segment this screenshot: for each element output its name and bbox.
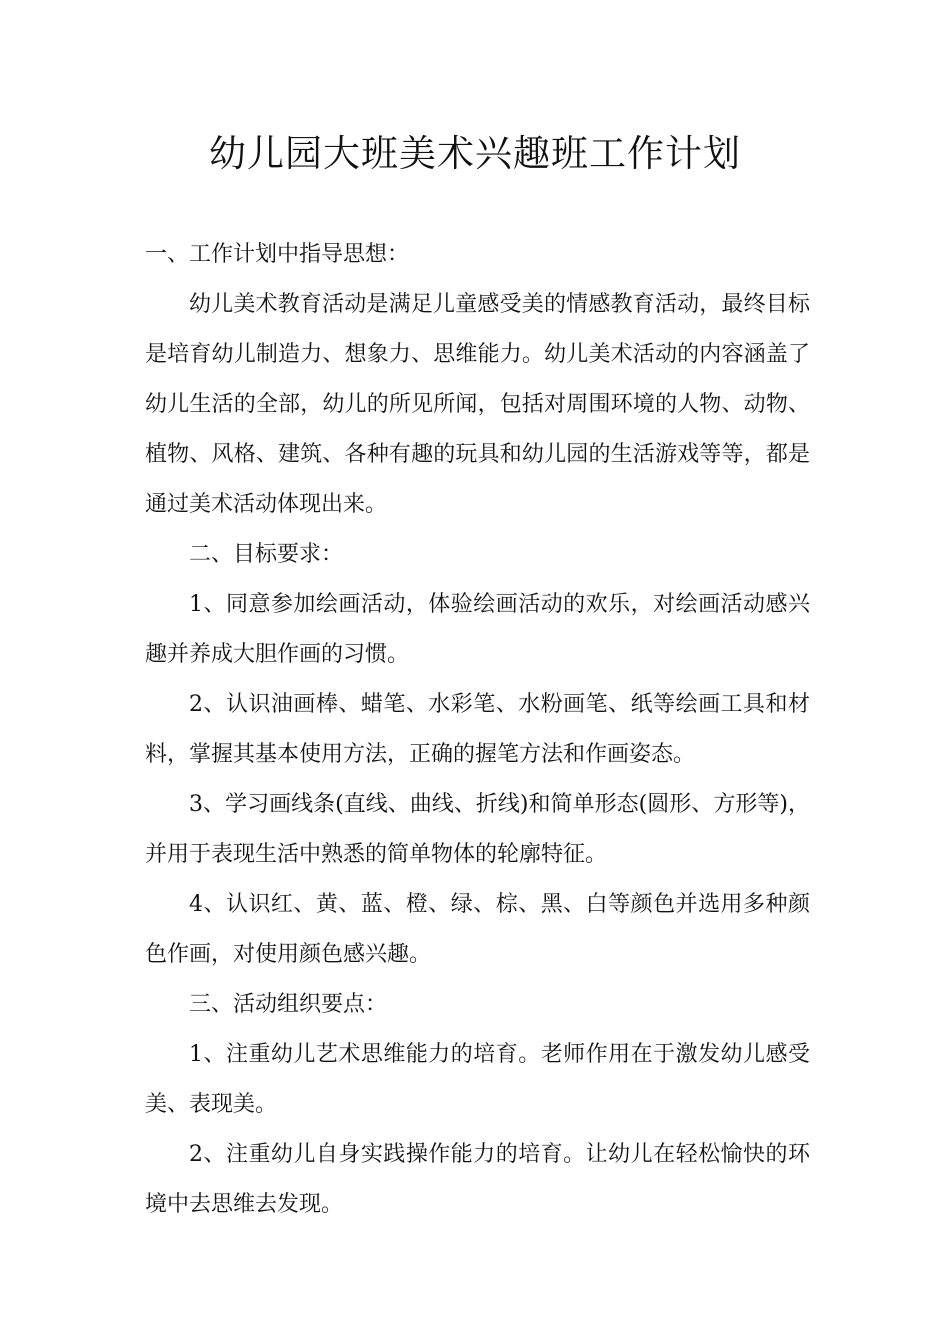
document-body [145, 230, 810, 1230]
section-heading-guiding-ideology: 一、工作计划中指导思想： [145, 242, 410, 267]
goal-item-3: 3、学习画线条(直线、曲线、折线)和简单形态(圆形、方形等)，并用于表现生活中熟悉的简单物体的轮廓特征。 [145, 792, 810, 867]
goal-item-1: 1、同意参加绘画活动，体验绘画活动的欢乐，对绘画活动感兴趣并养成大胆作画的习惯。 [145, 592, 810, 667]
activity-point-1: 1、注重幼儿艺术思维能力的培育。老师作用在于激发幼儿感受美、表现美。 [145, 1042, 810, 1117]
goal-item-2: 2、认识油画棒、蜡笔、水彩笔、水粉画笔、纸等绘画工具和材料，掌握其基本使用方法，正确的握笔方法和作画姿态。 [145, 692, 810, 767]
goal-item-4: 4、认识红、黄、蓝、橙、绿、棕、黑、白等颜色并选用多种颜色作画，对使用颜色感兴趣。 [145, 892, 810, 967]
activity-point-2: 2、注重幼儿自身实践操作能力的培育。让幼儿在轻松愉快的环境中去思维去发现。 [145, 1142, 810, 1217]
section-heading-activity-points: 三、活动组织要点： [189, 992, 388, 1017]
paragraph-guiding-ideology: 幼儿美术教育活动是满足儿童感受美的情感教育活动，最终目标是培育幼儿制造力、想象力、思维能力。幼儿美术活动的内容涵盖了幼儿生活的全部，幼儿的所见所闻，包括对周围环境的人物、动物、植物、风格、建筑、各种有趣的玩具和幼儿园的生活游戏等等，都是通过美术活动体现出来。 [145, 292, 810, 517]
section-heading-goals: 二、目标要求： [189, 542, 344, 567]
document-title: 幼儿园大班美术兴趣班工作计划 [209, 132, 741, 175]
